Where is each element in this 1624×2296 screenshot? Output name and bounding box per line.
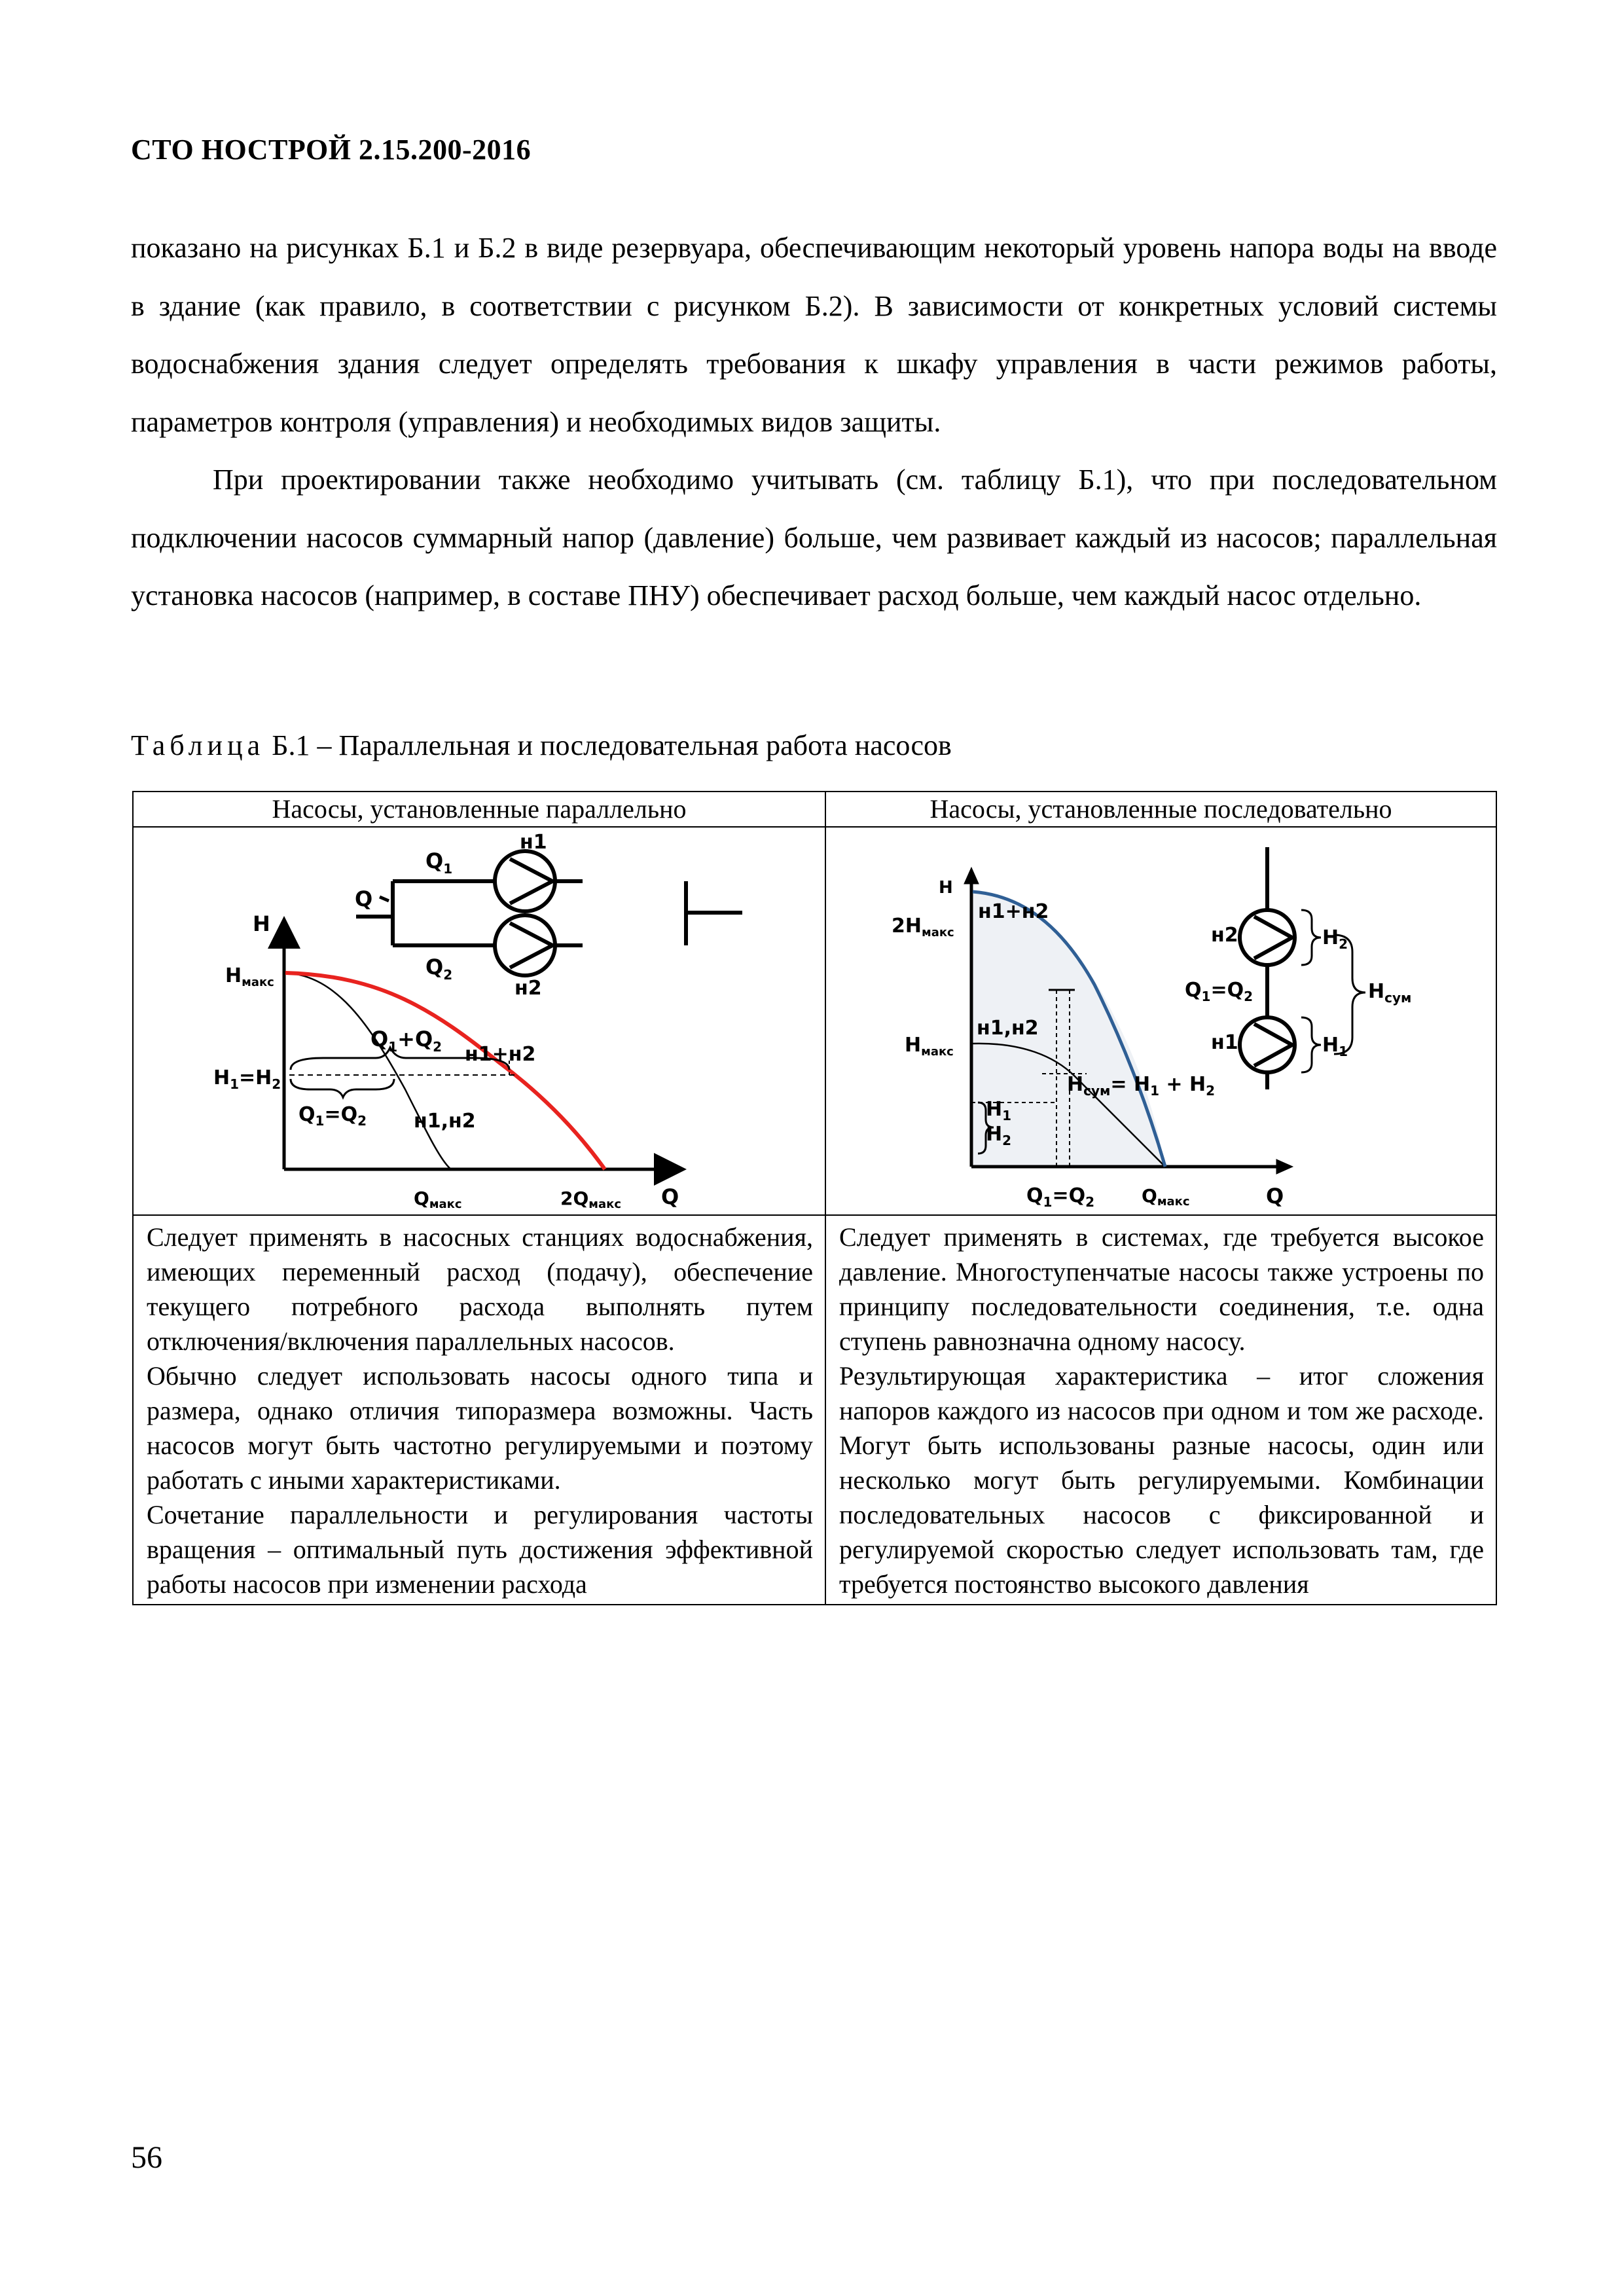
h-axis-label: H	[253, 911, 270, 936]
series-pump-1-label: н1	[1211, 1031, 1238, 1054]
parallel-desc-1: Следует применять в насосных станциях водоснабжения, имеющих переменный расход (подачу), обеспечение текущего потребного расхода выполнять путем отключения/включения параллельных насосов.	[147, 1222, 813, 1356]
series-single-label: н1,н2	[977, 1017, 1039, 1040]
h-equal-label: $H_1=H_2$	[213, 1066, 281, 1092]
paragraph-1: показано на рисунках Б.1 и Б.2 в виде резервуара, обеспечивающим некоторый уровень напора воды на вводе в здание (как правило, в соответствии с рисунком Б.2). В зависимости от конкретных условий системы водоснабжения здания следует определять требования к шкафу управления в части режимов работы, параметров контроля (управления) и необходимых видов защиты.	[131, 232, 1497, 438]
series-pumps-figure	[826, 828, 1496, 1214]
pump-1-label: н1	[520, 831, 547, 854]
pumps-table	[132, 791, 1497, 1605]
series-hmax-label: $H_{макс}$	[905, 1034, 954, 1059]
table-caption-title: – Параллельная и последовательная работа насосов	[317, 729, 952, 761]
parallel-pumps-figure	[134, 828, 825, 1214]
document-header: СТО НОСТРОЙ 2.15.200-2016	[131, 134, 532, 166]
h2max-label: $2H_{макс}$	[892, 915, 954, 939]
table-figure-row	[133, 827, 1496, 1215]
series-figure-cell	[825, 827, 1496, 1215]
h2-label: $H_2$	[986, 1123, 1012, 1148]
combined-curve	[285, 973, 605, 1169]
parallel-description	[133, 1215, 825, 1605]
series-description	[825, 1215, 1496, 1605]
q2-branch-label: $Q_2$	[425, 955, 453, 983]
h-max-label: $H_{макс}$	[225, 964, 274, 989]
table-caption-prefix: Таблица	[131, 729, 265, 761]
pump-h2-label: $H_2$	[1322, 926, 1348, 952]
parallel-desc-2: Обычно следует использовать насосы одного типа и размера, однако отличия типоразмера возможны. Часть насосов могут быть частотно регулируемыми и поэтому работать с иными характеристиками.	[147, 1361, 813, 1495]
column-header-parallel: Насосы, установленные параллельно	[133, 792, 825, 827]
column-header-series: Насосы, установленные последовательно	[825, 792, 1496, 827]
series-schematic	[1240, 847, 1295, 1089]
series-combined-label: н1+н2	[978, 900, 1049, 923]
h1-label: $H_1$	[986, 1098, 1012, 1123]
pump-hsum-label: $H_{сум}$	[1368, 980, 1412, 1006]
q-equal-label: $Q_1=Q_2$	[298, 1103, 367, 1129]
paragraph-2: При проектировании также необходимо учитывать (см. таблицу Б.1), что при последовательном подключении насосов суммарный напор (давление) больше, чем развивает каждый из насосов; параллельная установка насосов (например, в составе ПНУ) обеспечивает расход больше, чем каждый насос отдельно.	[131, 464, 1497, 611]
series-desc-1: Следует применять в системах, где требуется высокое давление. Многоступенчатые насосы также устроены по принципу последовательности соединения, т.е. одна ступень равнозначна одному насосу.	[839, 1222, 1484, 1356]
table-description-row	[133, 1215, 1496, 1605]
series-q-equal-label: $Q_1=Q_2$	[1026, 1184, 1095, 1210]
h-sum-equation: $H_{сум}= H_1 + H_2$	[1067, 1073, 1216, 1099]
q-input-label: Q	[355, 886, 373, 911]
single-pump-curve	[285, 973, 451, 1169]
table-caption	[131, 729, 952, 762]
parallel-desc-3: Сочетание параллельности и регулирования частоты вращения – оптимальный путь достижения эффективной работы насосов при изменении расхода	[147, 1500, 813, 1599]
combined-curve-label: н1+н2	[465, 1043, 536, 1066]
q-max-2-label: 2Qмакс	[560, 1188, 622, 1211]
pump-2-label: н2	[514, 977, 542, 1000]
table-caption-number: Б.1	[272, 729, 310, 761]
body-text	[131, 219, 1497, 625]
series-h-axis-label: H	[939, 878, 953, 898]
pump-q-equal-label: $Q_1=Q_2$	[1185, 979, 1254, 1004]
series-q-max-label: Qмакс	[1142, 1185, 1190, 1209]
parallel-figure-cell	[133, 827, 825, 1215]
pump-h1-label: $H_1$	[1322, 1034, 1348, 1059]
page-number: 56	[131, 2140, 162, 2175]
single-curve-label: н1,н2	[414, 1110, 476, 1133]
q1-branch-label: $Q_1$	[425, 848, 453, 877]
series-pump-2-label: н2	[1211, 924, 1238, 947]
table-header-row	[133, 792, 1496, 827]
parallel-schematic	[356, 851, 812, 975]
series-desc-2: Результирующая характеристика – итог сложения напоров каждого из насосов при одном и том же расходе. Могут быть использованы разные насосы, один или несколько могут быть регулируемыми. Комбинации последовательных насосов с фиксированной и регулируемой скоростью следует использовать там, где требуется постоянство высокого давления	[839, 1361, 1484, 1599]
q-sum-label: $Q_1+Q_2$	[370, 1027, 442, 1055]
series-q-axis-label: Q	[1266, 1184, 1284, 1209]
q-max-label: Qмакс	[414, 1188, 462, 1211]
q-axis-label: Q	[661, 1184, 679, 1209]
